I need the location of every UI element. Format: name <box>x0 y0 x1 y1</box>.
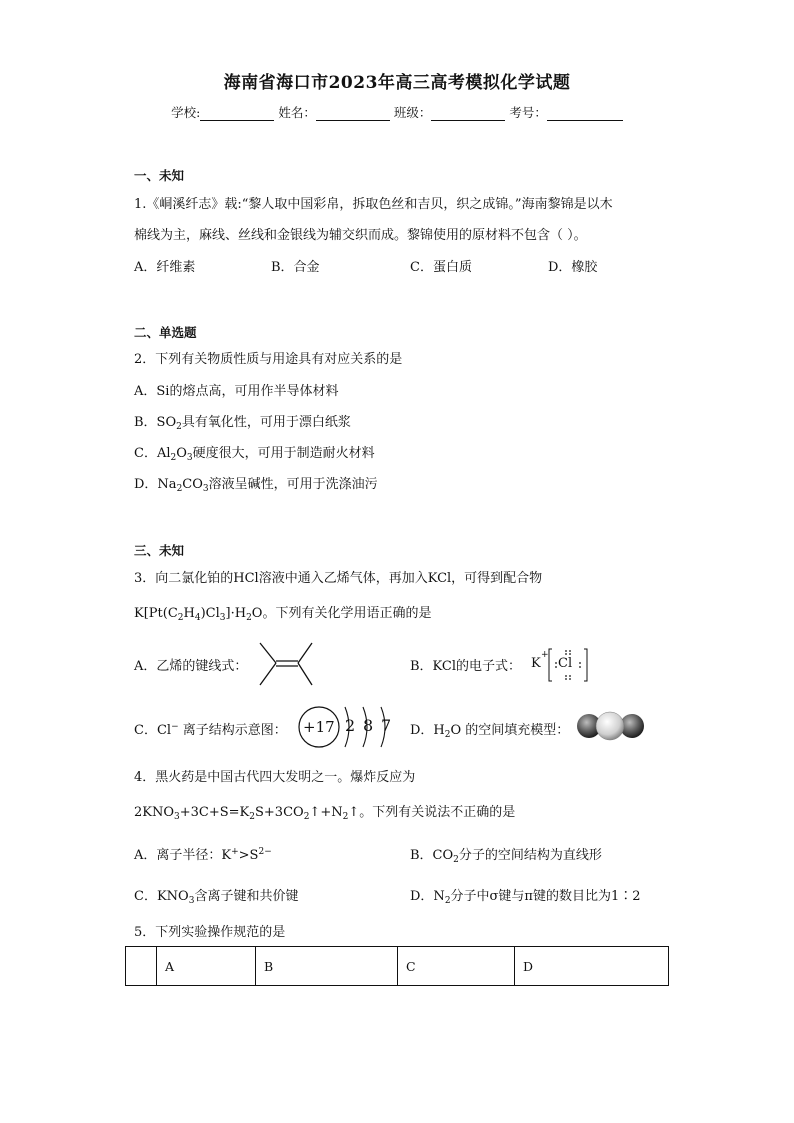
q2-option-a[interactable]: A．Si的熔点高，可用作半导体材料 <box>134 384 339 399</box>
q2-stem: 2．下列有关物质性质与用途具有对应关系的是 <box>134 352 403 367</box>
section-heading-1: 一、未知 <box>134 168 185 183</box>
table-cell-blank <box>126 947 157 986</box>
school-blank[interactable] <box>200 106 274 121</box>
q3-option-a[interactable]: A．乙烯的键线式： <box>134 659 248 674</box>
q4-option-b[interactable]: B．$CO_2$分子的空间结构为直线形 <box>410 848 602 865</box>
q1-option-b[interactable]: B．合金 <box>271 260 320 275</box>
q1-stem-line1: 1.《峒溪纤志》载:“黎人取中国彩帛，拆取色丝和吉贝，织之成锦。”海南黎锦是以木 <box>134 197 613 212</box>
q3-option-d[interactable]: D．$H_2O$ 的空间填充模型： <box>410 723 570 740</box>
q3-option-b[interactable]: B．KCl的电子式： <box>410 659 522 674</box>
q4-option-a[interactable]: A．离子半径：$K^+>S^{2-}$ <box>134 847 272 863</box>
table-row <box>126 947 669 986</box>
q4-equation-line: $2KNO_3+3C+S=K_2S+3CO_2↑+N_2↑$。下列有关说法不正确的是 <box>134 805 516 822</box>
page-title: 海南省海口市2023年高三高考模拟化学试题 <box>223 73 571 93</box>
q3-stem-line2: $K[Pt(C_2H_4)Cl_3]\cdot H_2O$。下列有关化学用语正确的是 <box>134 606 432 623</box>
shell-2: 8 <box>363 716 374 735</box>
q1-option-d[interactable]: D．橡胶 <box>548 260 598 275</box>
q5-stem: 5．下列实验操作规范的是 <box>134 925 286 940</box>
name-label: 姓名： <box>278 105 316 120</box>
cl-ion-structure-diagram <box>297 704 397 750</box>
student-info-row <box>0 103 794 121</box>
section-heading-3: 三、未知 <box>134 543 185 558</box>
section-heading-2: 二、单选题 <box>134 325 197 340</box>
q2-option-d[interactable]: D．$Na_2CO_3$溶液呈碱性，可用于洗涤油污 <box>134 477 378 494</box>
q2-option-b[interactable]: B．$SO_2$具有氧化性，可用于漂白纸浆 <box>134 415 351 432</box>
name-blank[interactable] <box>316 106 390 121</box>
class-label: 班级： <box>393 105 432 120</box>
class-blank[interactable] <box>431 106 505 121</box>
water-space-filling-model <box>575 709 647 743</box>
ethylene-skeletal-figure <box>258 641 314 687</box>
nucleus-charge: +17 <box>303 718 335 736</box>
q3-stem-line1: 3．向二氯化铂的HCl溶液中通入乙烯气体，再加入KCl，可得到配合物 <box>134 571 543 586</box>
id-blank[interactable] <box>547 106 623 121</box>
table-header-c: C <box>398 947 515 986</box>
q1-option-a[interactable]: A．纤维素 <box>134 260 196 275</box>
q4-equation: $2KNO_3+3C+S=K_2S+3CO_2↑+N_2↑$ <box>134 805 360 822</box>
q1-stem-line2: 棉线为主，麻线、丝线和金银线为辅交织而成。黎锦使用的原材料不包含（ ）。 <box>134 228 587 243</box>
shell-1: 2 <box>345 716 356 735</box>
kcl-electron-formula: K + Cl <box>531 647 593 683</box>
table-header-b: B <box>256 947 398 986</box>
q4-option-d[interactable]: D．$N_2$分子中σ键与π键的数目比为1∶2 <box>410 889 641 906</box>
q2-option-c[interactable]: C．$Al_2O_3$硬度很大，可用于制造耐火材料 <box>134 446 375 463</box>
q1-option-c[interactable]: C．蛋白质 <box>410 260 472 275</box>
shell-3: 7 <box>381 716 392 735</box>
school-label: 学校: <box>171 105 201 120</box>
table-header-d: D <box>515 947 669 986</box>
table-header-a: A <box>157 947 256 986</box>
q3-option-c[interactable]: C．Cl− 离子结构示意图： <box>134 722 287 738</box>
q5-table <box>125 946 669 986</box>
q4-stem-line1: 4．黑火药是中国古代四大发明之一。爆炸反应为 <box>134 770 416 785</box>
q3-complex-formula: $K[Pt(C_2H_4)Cl_3]\cdot H_2O$ <box>134 606 263 623</box>
id-label: 考号： <box>509 105 547 120</box>
q4-option-c[interactable]: C．$KNO_3$含离子键和共价键 <box>134 889 299 906</box>
